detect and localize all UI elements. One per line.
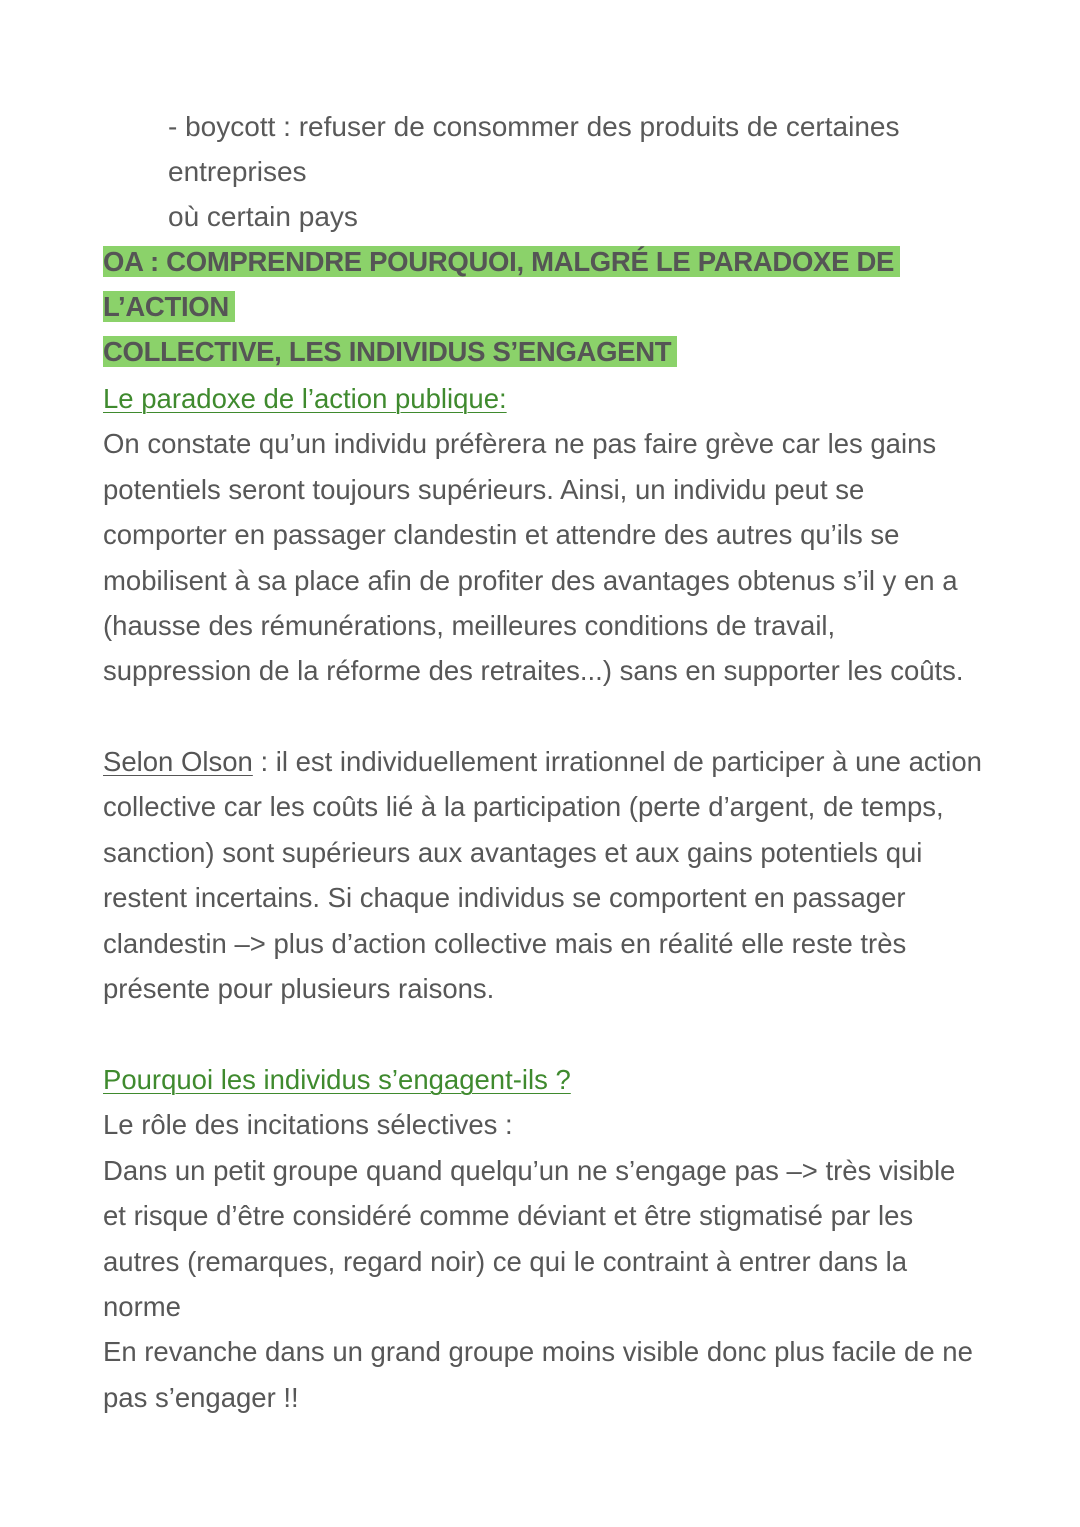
paradoxe-body: On constate qu’un individu préfèrera ne pas faire grève car les gains potentiels seront toujours supérieurs. Ainsi, un individu peut se comporter en passager clandestin et attendre des autres qu’ils se mobilisent à sa place afin de profiter des avantages obtenus s’il y en a (hausse des rémunérations, meilleures conditions de travail, suppression de la réforme des retraites...) sans en supporter les coûts.	[103, 428, 964, 687]
section-paradoxe	[103, 376, 983, 694]
objective-line-2: COLLECTIVE, LES INDIVIDUS S’ENGAGENT	[103, 336, 677, 367]
pourquoi-body-1: Dans un petit groupe quand quelqu’un ne s’engage pas –> très visible et risque d’être considéré comme déviant et être stigmatisé par les autres (remarques, regard noir) ce qui le contraint à entrer dans la norme	[103, 1154, 956, 1323]
boycott-bullet	[168, 104, 988, 239]
objective-heading	[103, 239, 983, 374]
section-olson	[103, 739, 983, 1011]
boycott-line-1: - boycott : refuser de consommer des produits de certaines entreprises	[168, 111, 900, 187]
boycott-line-2: où certain pays	[168, 201, 358, 232]
paradoxe-heading: Le paradoxe de l’action publique:	[103, 383, 507, 414]
section-pourquoi	[103, 1057, 983, 1420]
pourquoi-body-2: En revanche dans un grand groupe moins visible donc plus facile de ne pas s’engager !!	[103, 1336, 973, 1413]
olson-heading: Selon Olson	[103, 746, 253, 777]
pourquoi-heading: Pourquoi les individus s’engagent-ils ?	[103, 1064, 571, 1095]
olson-body: : il est individuellement irrationnel de participer à une action collective car les coûts lié à la participation (perte d’argent, de temps, sanction) sont supérieurs aux avantages et aux gains potentiels qui restent incertains. Si chaque individus se comportent en passager clandestin –> plus d’action collective mais en réalité elle reste très présente pour plusieurs raisons.	[103, 746, 982, 1005]
objective-line-1: OA : COMPRENDRE POURQUOI, MALGRÉ LE PARADOXE DE L’ACTION	[103, 246, 900, 322]
pourquoi-subheading: Le rôle des incitations sélectives :	[103, 1109, 513, 1141]
